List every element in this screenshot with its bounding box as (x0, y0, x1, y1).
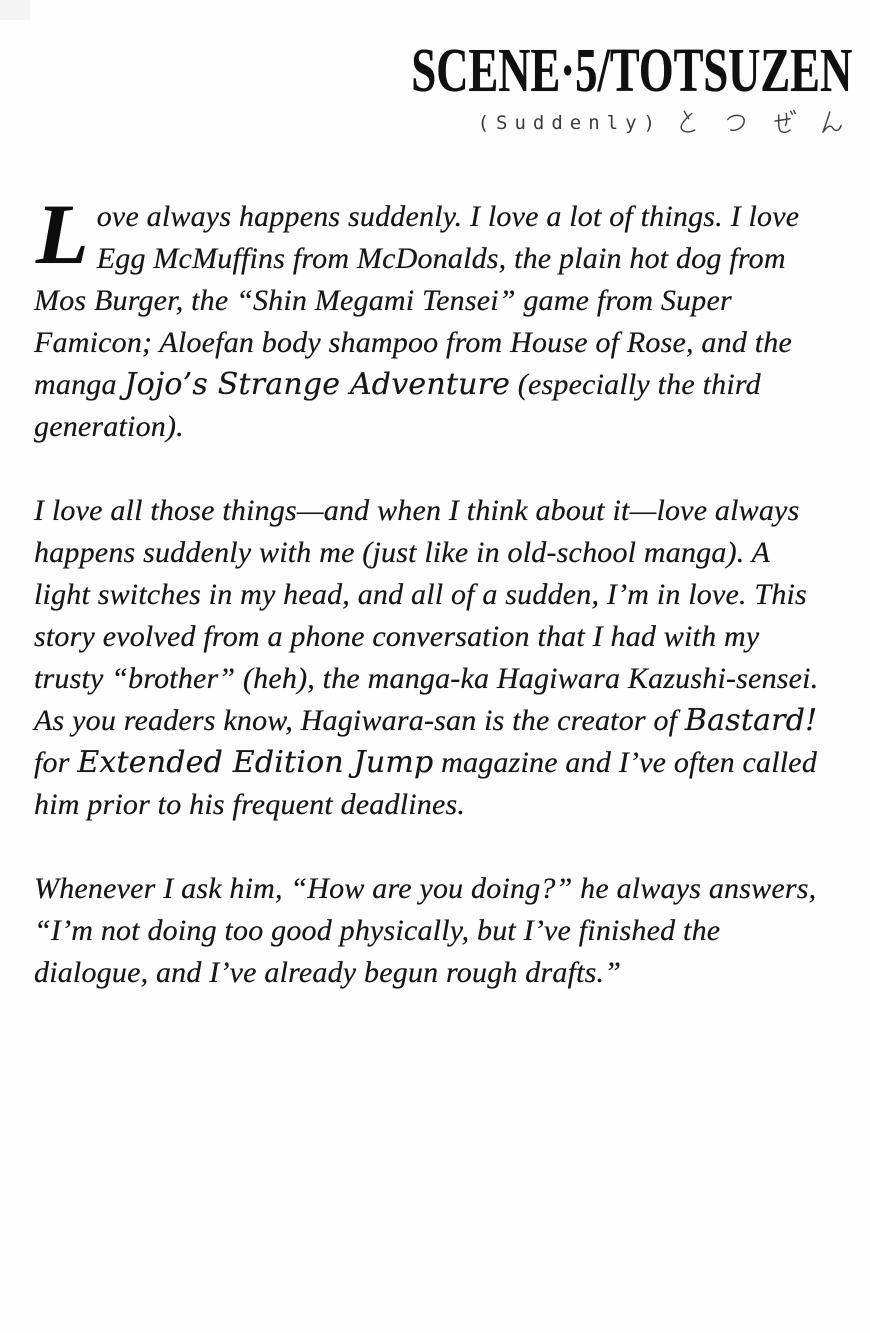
text-run: Whenever I ask him, “How are you doing?” he always answers, “I’m not doing too good physically, but I’ve finished the dialogue, and I’ve already begun rough drafts.” (34, 872, 817, 989)
paragraph-2 (34, 490, 828, 826)
paragraph-1 (34, 186, 828, 448)
work-title: Extended Edition Jump (77, 745, 434, 780)
drop-cap: L (36, 186, 89, 282)
work-title: Jojo’s Strange Adventure (124, 367, 511, 402)
work-title: Bastard! (684, 703, 818, 738)
text-run: for (34, 746, 78, 779)
scan-artifact (0, 0, 30, 20)
kana-n-glyph (820, 109, 844, 136)
text-run: (especially the third generation). (34, 368, 761, 443)
kana-to-glyph (676, 109, 700, 136)
body-text (34, 186, 828, 1036)
page-title: SCENE·5/TOTSUZEN (411, 37, 852, 105)
kana-ze-glyph (772, 109, 796, 136)
page-subtitle (240, 109, 852, 136)
kana-tsu-glyph (724, 109, 748, 136)
subtitle-kana (676, 109, 852, 136)
text-run: I love all those things—and when I think about it—love always happens suddenly with me (just like in old-school manga). A light switches in my head, and all of a sudden, I’m in love. This story evolved from a phone conversation that I had with my trusty “brother” (heh), the manga-ka Hagiwara Kazushi-sensei. As you readers know, Hagiwara-san is the creator of (34, 494, 819, 737)
paragraph-3 (34, 868, 828, 994)
subtitle-translation: (Suddenly) (477, 111, 662, 134)
page-header (240, 37, 852, 136)
text-run: ove always happens suddenly. I love a lot of things. I love Egg McMuffins from McDonalds, the plain hot dog from Mos Burger, the “Shin Megami Tensei” game from Super Famicon; Aloefan body shampoo from House of Rose, and the manga (34, 200, 800, 401)
text-run: magazine and I’ve often called him prior to his frequent deadlines. (34, 746, 818, 821)
